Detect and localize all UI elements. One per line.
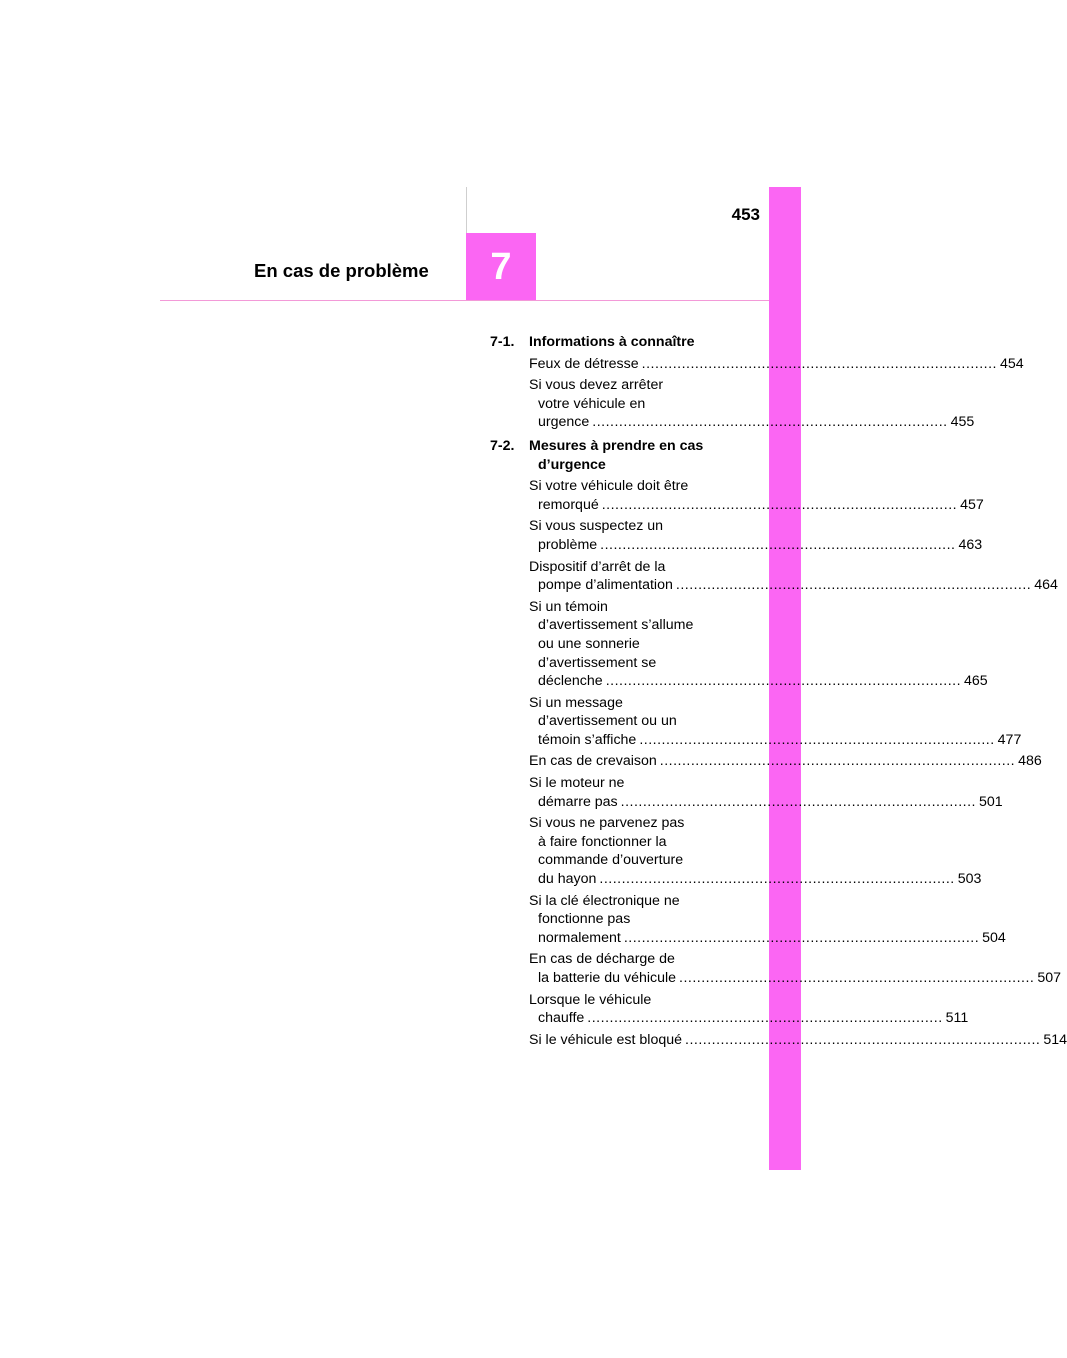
entry-text: pompe d’alimentation — [538, 577, 673, 594]
toc-entry[interactable] — [529, 517, 983, 554]
entry-page-number: 511 — [945, 1010, 969, 1027]
toc-entry[interactable] — [529, 598, 988, 691]
section-number: 7-2. — [490, 437, 515, 454]
leader-dots: ................................................................................ — [601, 496, 958, 513]
leader-dots: ................................................................................ — [599, 871, 955, 888]
entry-text: remorqué — [538, 496, 599, 513]
entry-text: chauffe — [538, 1010, 585, 1027]
entry-page-number: 514 — [1043, 1031, 1067, 1048]
leader-dots: ................................................................................ — [620, 793, 976, 810]
toc-entry[interactable] — [529, 950, 1062, 987]
entry-page-number: 455 — [950, 414, 975, 431]
leader-dots: ................................................................................ — [641, 355, 997, 372]
leader-dots: ................................................................................ — [675, 577, 1032, 594]
header-divider-horizontal — [160, 300, 769, 301]
leader-dots: ................................................................................ — [639, 731, 995, 748]
entry-text: urgence — [538, 414, 590, 431]
entry-text: déclenche — [538, 673, 603, 690]
entry-page-number: 457 — [960, 496, 984, 513]
leader-dots: ................................................................................ — [600, 536, 956, 553]
toc-entry[interactable] — [529, 694, 1022, 750]
toc-entry[interactable] — [529, 814, 982, 888]
toc-entry[interactable] — [529, 376, 975, 432]
header-divider-vertical — [466, 187, 467, 233]
leader-dots: ................................................................................ — [587, 1010, 943, 1027]
entry-text: votre véhicule en — [538, 395, 646, 412]
leader-dots: ................................................................................ — [623, 929, 980, 946]
entry-text: Si le véhicule est bloqué — [529, 1031, 683, 1048]
leader-dots: ................................................................................ — [592, 414, 948, 431]
entry-text: commande d’ouverture — [538, 852, 684, 869]
toc-entry[interactable] — [529, 892, 1006, 948]
entry-text: normalement — [538, 929, 621, 946]
entry-text: Lorsque le véhicule — [529, 991, 652, 1008]
entry-text: du hayon — [538, 871, 597, 888]
entry-text: Dispositif d’arrêt de la — [529, 558, 666, 575]
entry-text: d’avertissement s’allume — [538, 617, 694, 634]
chapter-title: En cas de problème — [254, 260, 429, 281]
toc-entry[interactable] — [529, 991, 969, 1028]
toc-entry[interactable] — [529, 774, 1003, 811]
chapter-number-box — [466, 233, 536, 301]
leader-dots: ................................................................................ — [679, 970, 1035, 986]
entry-text: à faire fonctionner la — [538, 833, 667, 850]
entry-text: Si vous suspectez un — [529, 518, 664, 535]
entry-text: Si la clé électronique ne — [529, 892, 680, 909]
section-title: Informations à connaître — [529, 334, 695, 350]
entry-page-number: 477 — [997, 731, 1022, 748]
entry-text: d’avertissement se — [538, 654, 657, 671]
entry-text: témoin s’affiche — [538, 731, 637, 748]
section-number: 7-1. — [490, 334, 515, 350]
chapter-number: 7 — [490, 245, 512, 288]
leader-dots: ................................................................................ — [659, 753, 1016, 770]
entry-text: Si le moteur ne — [529, 775, 625, 792]
toc-entry[interactable] — [529, 477, 984, 514]
entry-page-number: 454 — [999, 355, 1024, 372]
toc-entry[interactable] — [529, 1031, 1067, 1050]
entry-text: Si vous devez arrêter — [529, 377, 664, 394]
entry-text: Feux de détresse — [529, 355, 639, 372]
entry-text: la batterie du véhicule — [538, 970, 677, 986]
entry-text: Si vous ne parvenez pas — [529, 815, 685, 832]
table-of-contents — [490, 333, 1067, 1052]
entry-text: ou une sonnerie — [538, 635, 640, 652]
page-number: 453 — [731, 205, 760, 224]
entry-page-number: 465 — [964, 673, 988, 690]
entry-page-number: 507 — [1037, 970, 1062, 986]
entry-page-number: 504 — [982, 929, 1006, 946]
entry-page-number: 463 — [958, 536, 983, 553]
entry-text: d’avertissement ou un — [538, 713, 677, 730]
section-title: Mesures à prendre en cas d’urgence — [529, 437, 704, 473]
toc-section — [490, 437, 1067, 1049]
toc-entry[interactable] — [529, 558, 1058, 595]
toc-section — [490, 333, 1024, 432]
leader-dots: ................................................................................ — [605, 673, 962, 690]
entry-page-number: 501 — [979, 793, 1003, 810]
entry-text: démarre pas — [538, 793, 618, 810]
entry-text: En cas de crevaison — [529, 753, 657, 770]
entry-text: fonctionne pas — [538, 911, 631, 928]
entry-text: Si votre véhicule doit être — [529, 478, 689, 495]
entry-page-number: 503 — [957, 871, 982, 888]
entry-text: Si un message — [529, 694, 623, 711]
entry-text: En cas de décharge de — [529, 951, 675, 968]
entry-page-number: 464 — [1034, 577, 1058, 594]
entry-page-number: 486 — [1018, 753, 1042, 770]
entry-text: problème — [538, 536, 598, 553]
entry-text: Si un témoin — [529, 598, 608, 615]
toc-entry[interactable] — [529, 752, 1042, 771]
leader-dots: ................................................................................ — [685, 1031, 1041, 1048]
toc-entry[interactable] — [529, 355, 1024, 374]
